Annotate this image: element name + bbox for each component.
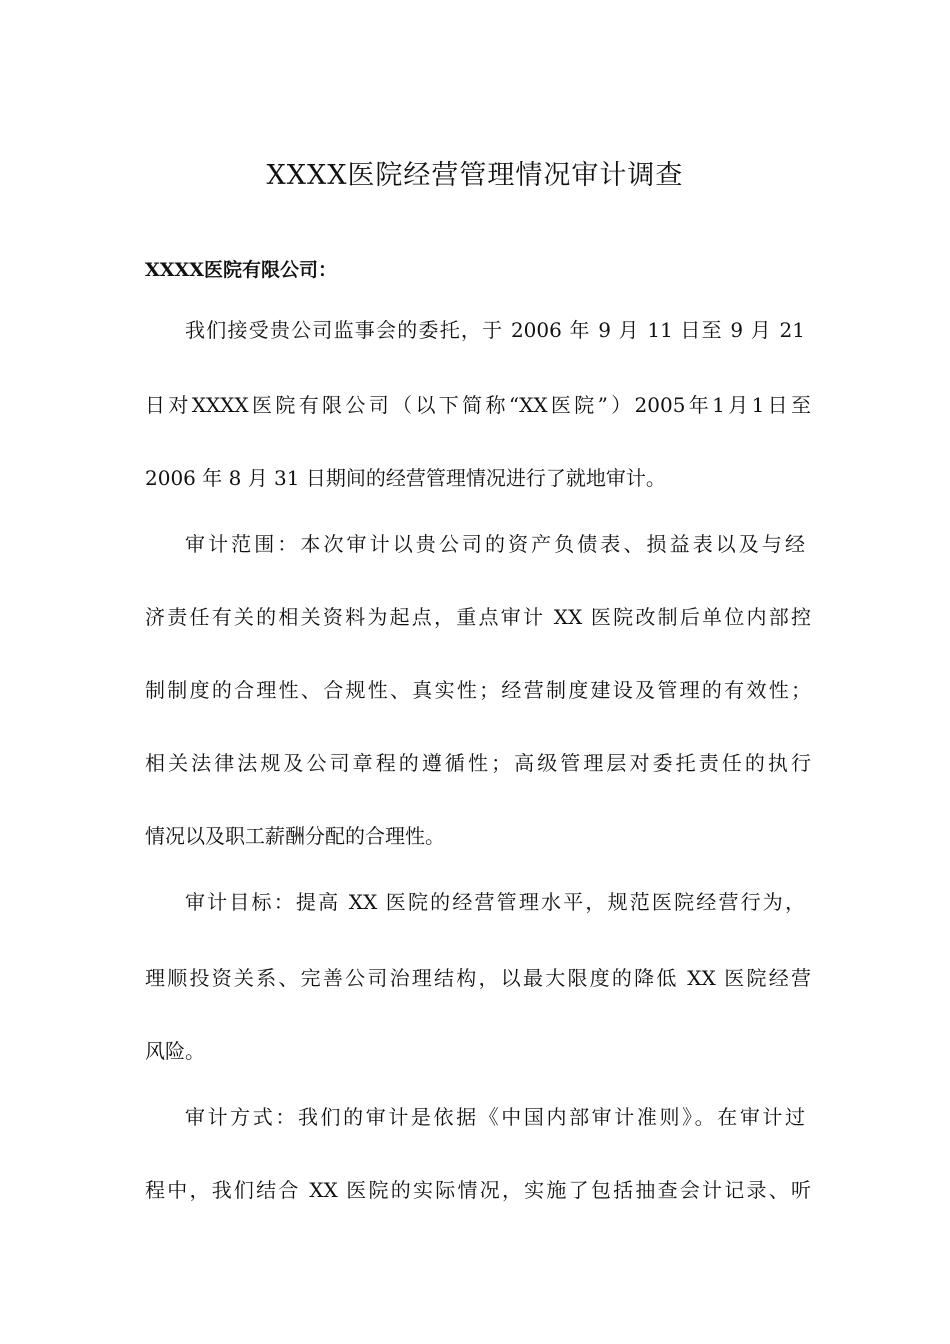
paragraph-line: 济责任有关的相关资料为起点，重点审计 XX 医院改制后单位内部控 — [145, 605, 811, 629]
paragraph-line: 审计范围：本次审计以贵公司的资产负债表、损益表以及与经 — [185, 532, 805, 556]
paragraph-line: 审计目标：提高 XX 医院的经营管理水平，规范医院经营行为， — [185, 890, 805, 914]
paragraph-line: 2006 年 8 月 31 日期间的经营管理情况进行了就地审计。 — [145, 466, 666, 490]
paragraph-line: 我们接受贵公司监事会的委托，于 2006 年 9 月 11 日至 9 月 21 — [185, 318, 805, 342]
paragraph-line: 审计方式：我们的审计是依据《中国内部审计准则》。在审计过 — [185, 1105, 805, 1129]
paragraph-line: 日对XXXX医院有限公司（以下简称“XX医院”）2005年1月1日至 — [145, 393, 811, 417]
paragraph-line: 情况以及职工薪酬分配的合理性。 — [145, 824, 445, 848]
paragraph-line: 风险。 — [145, 1039, 205, 1063]
addressee: XXXX医院有限公司： — [145, 259, 337, 281]
paragraph-line: 理顺投资关系、完善公司治理结构，以最大限度的降低 XX 医院经营 — [145, 966, 811, 990]
paragraph-line: 制制度的合理性、合规性、真实性；经营制度建设及管理的有效性； — [145, 678, 811, 702]
document-title: XXXX医院经营管理情况审计调查 — [266, 160, 684, 191]
paragraph-line: 程中，我们结合 XX 医院的实际情况，实施了包括抽查会计记录、听 — [145, 1178, 811, 1202]
paragraph-line: 相关法律法规及公司章程的遵循性；高级管理层对委托责任的执行 — [145, 751, 811, 775]
